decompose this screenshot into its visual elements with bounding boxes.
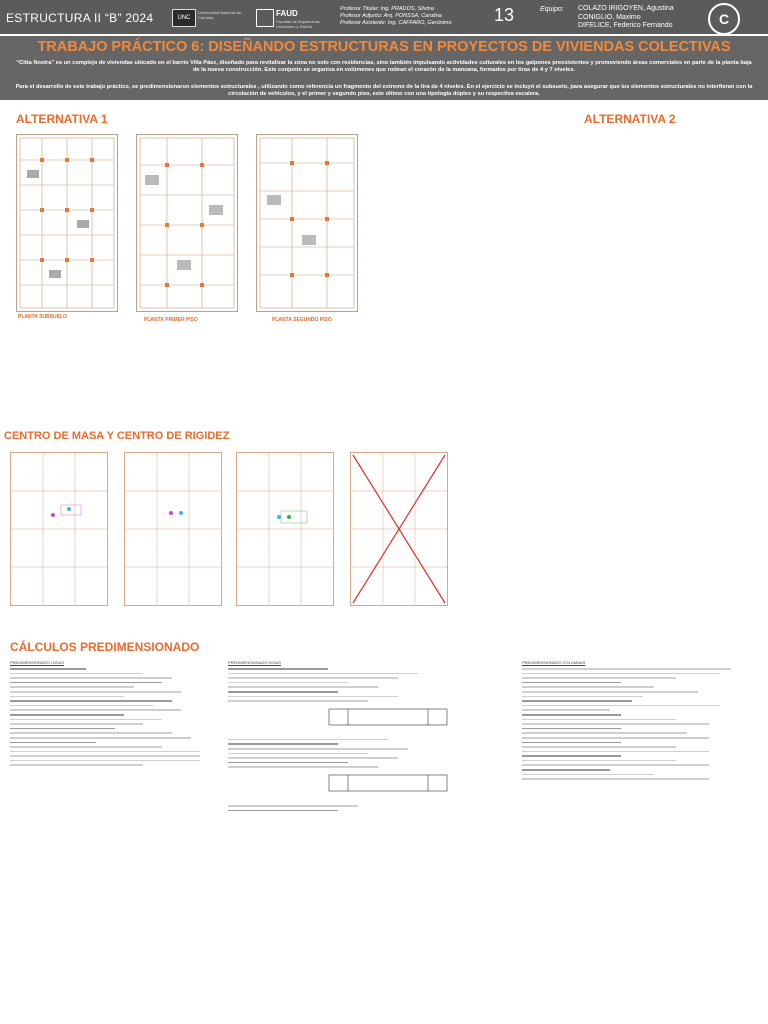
cm-planta-2-svg [237,453,333,605]
plan-segundo-piso-drawing [256,134,358,312]
intro-paragraph-1: “Citta Nostra” es un complejo de viviendas ubicado en el barrio Villa Páez, diseñado para revitalizar la zona no solo con residencias, sino también impulsando actividades culturales en los galpones preexistentes y promoviendo áreas comerciales en parte de la planta baja de la nueva construcción. Este conjunto se organiza en volúmenes que rodean el corazón de la manzana, formados por tiras de 4 y 7 niveles. [16,60,752,73]
calc-columnas-heading: PREDIMENSIONADO COLUMNAS [522,660,586,665]
member-1: COLAZO IRIGOYEN, Agustina [578,5,674,12]
team-number: 13 [494,5,515,25]
page-title: TRABAJO PRÁCTICO 6: DISEÑANDO ESTRUCTURAS EN PROYECTOS DE VIVIENDAS COLECTIVAS [37,39,731,55]
plan-segundo-piso-svg [257,135,357,311]
professor-titular: Profesor Titular: Ing. PRADOS, Silvina [340,6,434,12]
alternative-2-heading: ALTERNATIVA 2 [584,112,676,126]
plan-segundo-piso-label: PLANTA SEGUNDO PISO [272,317,332,323]
cm-discarded-svg [351,453,447,605]
unc-logo-caption: Universidad Nacional de Córdoba [198,10,242,20]
course-title: ESTRUCTURA II “B” 2024 [6,11,154,25]
cm-diagram-planta-2 [236,452,334,606]
team-members [578,5,674,31]
beam-section-diagram-1 [328,705,448,731]
calc-vigas-heading: PREDIMENSIONADO VIGAS [228,660,281,665]
cm-diagram-subsuelo [10,452,108,606]
plan-primer-piso-drawing [136,134,238,312]
intro-paragraph-2: Para el desarrollo de este trabajo práctico, se predimensionaron elementos estructurales , utilizando como referencia un fragmento del extremo de la tira de 4 niveles. En el ejercicio se incluyó el subsuelo, para asegurar que los elementos estructurales no interfieran con la circulación de vehículos, y el primer y segundo piso, este último con una tipología dúplex y su respectiva escalera. [15,84,753,97]
calc-column-vigas [228,660,428,811]
beam-section-diagram-2 [328,771,448,797]
header-bar [0,0,768,34]
calc-column-losas [10,660,200,766]
cm-diagram-planta-1 [124,452,222,606]
unc-logo: UNC [172,9,196,27]
calculations-heading: CÁLCULOS PREDIMENSIONADO [10,640,200,654]
professor-adjunto: Profesor Adjunto: Arq. PONSSA, Carolina [340,13,442,19]
faud-logo: FAUD [276,9,298,18]
faud-logo-icon [256,9,274,27]
cm-diagram-discarded [350,452,448,606]
plan-primer-piso-label: PLANTA PRIMER PISO [144,317,198,323]
faud-logo-caption: Facultad de Arquitectura, Urbanismo y Diseño [276,19,321,29]
member-2: CONIGLIO, Maximo [578,13,641,21]
center-of-mass-heading: CENTRO DE MASA Y CENTRO DE RIGIDEZ [4,430,230,442]
plan-primer-piso-svg [137,135,237,311]
plan-subsuelo-drawing [16,134,118,312]
professor-asistente: Profesor Asistente: Ing. CAFFARO, Gerónimo [340,20,452,26]
plan-subsuelo-svg [17,135,117,311]
plan-subsuelo-label: PLANTA SUBSUELO [18,314,67,320]
team-label: Equipo: [540,6,564,13]
cm-subsuelo-svg [11,453,107,605]
team-logo: C [708,3,740,35]
professors-list [340,6,452,27]
title-banner [0,36,768,100]
cm-planta-1-svg [125,453,221,605]
calc-losas-heading: PREDIMENSIONADO LOSAS [10,660,65,665]
member-3: DIFELICE, Federico Fernando [578,22,673,29]
calc-column-columnas [522,660,742,780]
alternative-1-heading: ALTERNATIVA 1 [16,112,108,126]
